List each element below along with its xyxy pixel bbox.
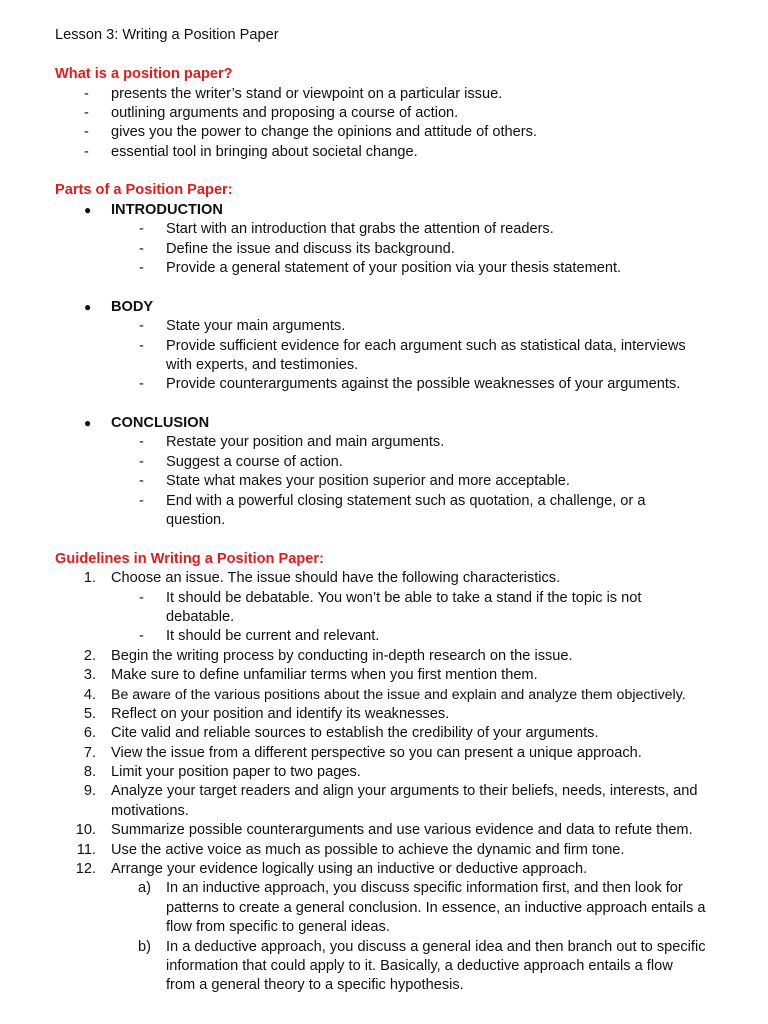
list-letter: a)	[138, 880, 151, 896]
list-number: 5.	[83, 706, 96, 722]
guideline-item: Analyze your target readers and align your arguments to their beliefs, needs, interests, and	[111, 783, 698, 799]
list-item: Provide a general statement of your position via your thesis statement.	[166, 260, 622, 276]
list-item: State what makes your position superior and more acceptable.	[166, 473, 570, 489]
dash-marker: -	[139, 493, 144, 509]
guideline-item: Make sure to define unfamiliar terms when you first mention them.	[111, 667, 538, 683]
guideline-item: Be aware of the various positions about the issue and explain and analyze them objectively.	[111, 687, 686, 703]
list-number: 7.	[83, 745, 96, 761]
list-item: State your main arguments.	[166, 318, 346, 334]
dash-marker: -	[139, 590, 144, 606]
list-item: essential tool in bringing about societal change.	[111, 144, 418, 160]
list-item: Provide sufficient evidence for each argument such as statistical data, interviews	[166, 338, 686, 354]
guideline-subitem: In an inductive approach, you discuss specific information first, and then look for	[166, 880, 683, 896]
list-item: presents the writer’s stand or viewpoint on a particular issue.	[111, 86, 503, 102]
dash-marker: -	[139, 434, 144, 450]
part-label-introduction: INTRODUCTION	[111, 202, 223, 218]
list-number: 10.	[75, 822, 96, 838]
list-item: gives you the power to change the opinions and attitude of others.	[111, 124, 537, 140]
list-number: 8.	[83, 764, 96, 780]
list-number: 2.	[83, 648, 96, 664]
list-letter: b)	[138, 939, 151, 955]
list-number: 9.	[83, 783, 96, 799]
dash-marker: -	[139, 221, 144, 237]
guideline-item: Choose an issue. The issue should have the following characteristics.	[111, 570, 561, 586]
guideline-subitem-continuation: from a general theory to a specific hypothesis.	[166, 977, 464, 993]
dash-marker: -	[84, 144, 89, 160]
page-title: Lesson 3: Writing a Position Paper	[55, 27, 279, 43]
list-item: Restate your position and main arguments.	[166, 434, 445, 450]
dash-marker: -	[139, 260, 144, 276]
section-heading-what: What is a position paper?	[55, 66, 233, 82]
dash-marker: -	[139, 241, 144, 257]
dash-marker: -	[139, 628, 144, 644]
guideline-item: Summarize possible counterarguments and use various evidence and data to refute them.	[111, 822, 693, 838]
part-label-body: BODY	[111, 299, 154, 315]
list-number: 12.	[75, 861, 96, 877]
guideline-item: Arrange your evidence logically using an inductive or deductive approach.	[111, 861, 588, 877]
guideline-subitem: In a deductive approach, you discuss a general idea and then branch out to specific	[166, 939, 706, 955]
guideline-item: Begin the writing process by conducting in-depth research on the issue.	[111, 648, 573, 664]
list-item: Provide counterarguments against the possible weaknesses of your arguments.	[166, 376, 681, 392]
dash-marker: -	[139, 338, 144, 354]
guideline-subitem-continuation: information that could apply to it. Basically, a deductive approach entails a flow	[166, 958, 673, 974]
list-item-continuation: question.	[166, 512, 226, 528]
bullet-icon: ●	[84, 203, 92, 217]
list-item: outlining arguments and proposing a course of action.	[111, 105, 459, 121]
list-number: 11.	[76, 842, 96, 858]
section-heading-parts: Parts of a Position Paper:	[55, 182, 233, 198]
list-number: 3.	[83, 667, 96, 683]
guideline-item: Reflect on your position and identify its weaknesses.	[111, 706, 450, 722]
guideline-subitem-continuation: flow from specific to general ideas.	[166, 919, 390, 935]
dash-marker: -	[84, 124, 89, 140]
list-number: 1.	[83, 570, 96, 586]
guideline-item-continuation: motivations.	[111, 803, 189, 819]
list-number: 4.	[83, 687, 96, 703]
list-item-continuation: with experts, and testimonies.	[166, 357, 359, 373]
dash-marker: -	[84, 105, 89, 121]
list-number: 6.	[83, 725, 96, 741]
dash-marker: -	[84, 86, 89, 102]
list-item: Define the issue and discuss its background.	[166, 241, 455, 257]
list-item: Start with an introduction that grabs the attention of readers.	[166, 221, 554, 237]
guideline-subitem-continuation: debatable.	[166, 609, 235, 625]
guideline-subitem: It should be current and relevant.	[166, 628, 380, 644]
guideline-subitem-continuation: patterns to create a general conclusion. In essence, an inductive approach entails a	[166, 900, 706, 916]
part-label-conclusion: CONCLUSION	[111, 415, 210, 431]
dash-marker: -	[139, 454, 144, 470]
bullet-icon: ●	[84, 416, 92, 430]
dash-marker: -	[139, 473, 144, 489]
guideline-subitem: It should be debatable. You won’t be able to take a stand if the topic is not	[166, 590, 642, 606]
list-item: Suggest a course of action.	[166, 454, 343, 470]
list-item: End with a powerful closing statement such as quotation, a challenge, or a	[166, 493, 646, 509]
dash-marker: -	[139, 318, 144, 334]
bullet-icon: ●	[84, 300, 92, 314]
guideline-item: View the issue from a different perspective so you can present a unique approach.	[111, 745, 642, 761]
guideline-item: Limit your position paper to two pages.	[111, 764, 361, 780]
guideline-item: Cite valid and reliable sources to establish the credibility of your arguments.	[111, 725, 599, 741]
section-heading-guidelines: Guidelines in Writing a Position Paper:	[55, 551, 324, 567]
guideline-item: Use the active voice as much as possible to achieve the dynamic and firm tone.	[111, 842, 625, 858]
dash-marker: -	[139, 376, 144, 392]
